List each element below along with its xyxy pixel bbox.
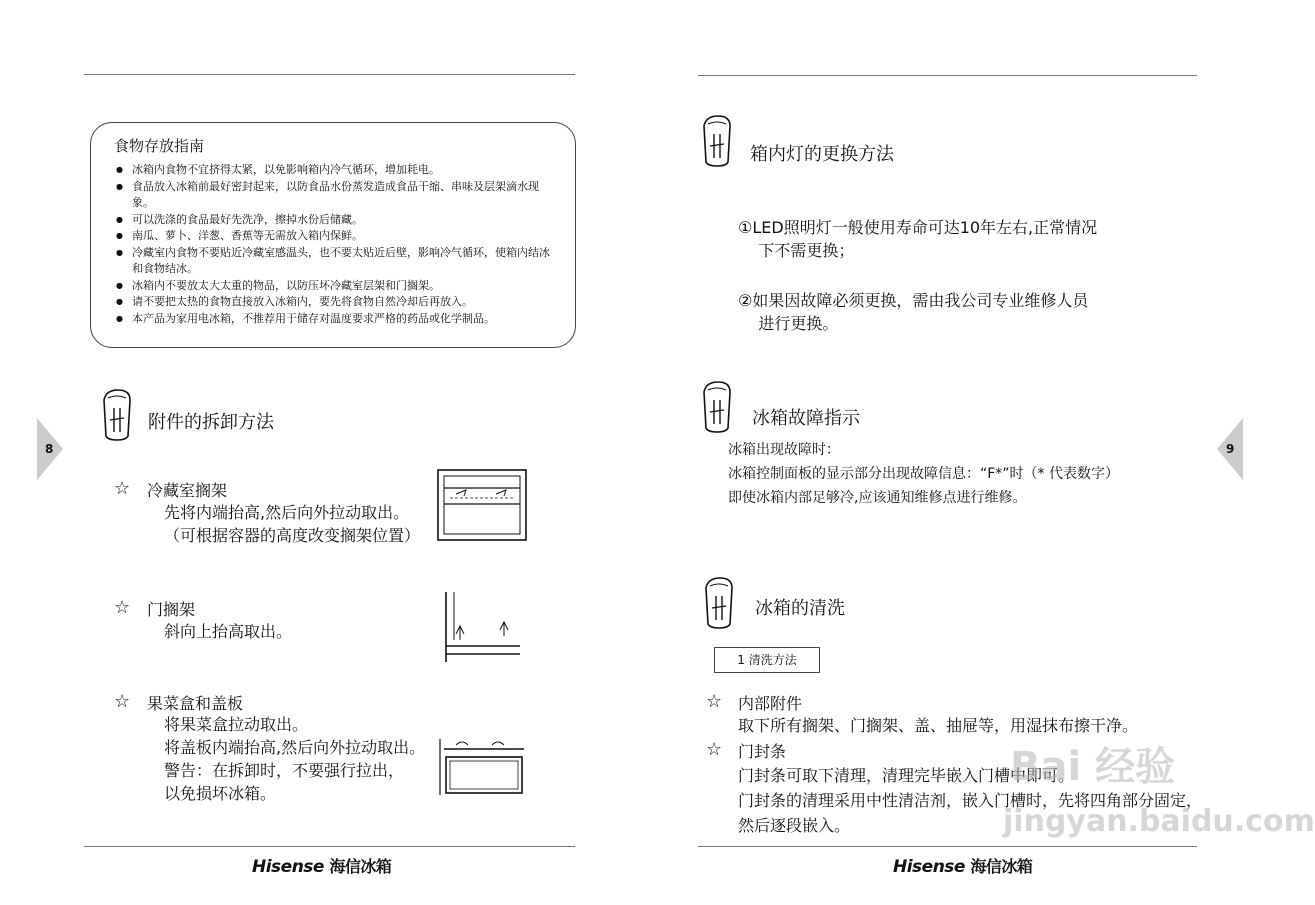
item-body: 先将内端抬高,然后向外拉动取出。 （可根据容器的高度改变搁架位置） [164, 503, 421, 545]
right-bottom-rule [698, 846, 1197, 847]
light-replacement-title: 箱内灯的更换方法 [750, 144, 894, 165]
fridge-icon [100, 388, 134, 442]
fridge-icon [702, 576, 736, 630]
door-shelf-illustration [442, 590, 522, 664]
star-icon: ☆ [114, 478, 131, 499]
crisper-illustration [436, 735, 528, 797]
star-icon: ☆ [706, 739, 723, 760]
list-item: ● 冰箱内食物不宜挤得太紧，以免影响箱内冷气循环，增加耗电。 [116, 162, 556, 179]
item-title: 果菜盒和盖板 [147, 694, 244, 713]
list-item: ● 食品放入冰箱前最好密封起来，以防食品水份蒸发造成食品干缩、串味及层架滴水现象。 [116, 179, 556, 212]
page-number-right: 9 [1226, 442, 1235, 456]
watermark-logo: Bai 经验 [1010, 744, 1176, 790]
item-body: 取下所有搁架、门搁架、盖、抽屉等，用湿抹布擦干净。 [738, 716, 1139, 735]
brand-logo [893, 854, 1032, 877]
food-guide-list [116, 162, 556, 327]
brand-en: Hisense [252, 857, 324, 877]
watermark-url: jingyan.baidu.com [1003, 804, 1315, 839]
brand-cn: 海信冰箱 [970, 857, 1033, 876]
light-paragraph-2: ②如果因故障必须更换，需由我公司专业维修人员 进行更换。 [738, 291, 1089, 333]
list-item: ● 冰箱内不要放太大太重的物品，以防压坏冷藏室层架和门搁架。 [116, 278, 556, 295]
food-guide-title: 食物存放指南 [114, 137, 205, 155]
brand-logo [252, 854, 391, 877]
accessory-removal-title: 附件的拆卸方法 [148, 412, 274, 433]
left-top-rule [84, 74, 575, 75]
item-body: 将果菜盒拉动取出。 将盖板内端抬高,然后向外拉动取出。 警告：在拆卸时，不要强行拉出， 以免损坏冰箱。 [164, 715, 426, 803]
brand-en: Hisense [893, 857, 965, 877]
light-paragraph-1: ①LED照明灯一般使用寿命可达10年左右,正常情况 下不需更换； [738, 218, 1098, 260]
item-title: 冷藏室搁架 [147, 481, 228, 500]
fault-body: 冰箱出现故障时： 冰箱控制面板的显示部分出现故障信息：“F*”时（* 代表数字） 即使冰箱内部足够冷,应该通知维修点进行维修。 [728, 442, 1120, 506]
cleaning-method-tag: 1 清洗方法 [714, 647, 820, 673]
right-top-rule [698, 75, 1197, 76]
cleaning-title: 冰箱的清洗 [755, 598, 845, 619]
item-body: 斜向上抬高取出。 [164, 622, 293, 641]
page-number-left: 8 [45, 442, 54, 456]
item-title: 门封条 [738, 742, 787, 761]
shelf-illustration [436, 468, 528, 542]
left-bottom-rule [84, 846, 575, 847]
fridge-icon [700, 114, 734, 168]
fault-indicator-title: 冰箱故障指示 [752, 408, 860, 429]
brand-cn: 海信冰箱 [329, 857, 392, 876]
star-icon: ☆ [114, 597, 131, 618]
fridge-icon [700, 380, 734, 434]
list-item: ● 南瓜、萝卜、洋葱、香蕉等无需放入箱内保鲜。 [116, 228, 556, 245]
list-item: ● 本产品为家用电冰箱，不推荐用于储存对温度要求严格的药品或化学制品。 [116, 311, 556, 328]
list-item: ● 请不要把太热的食物直接放入冰箱内，要先将食物自然冷却后再放入。 [116, 294, 556, 311]
list-item: ● 冷藏室内食物不要贴近冷藏室感温头，也不要太贴近后壁，影响冷气循环，使箱内结冰和食物结冰。 [116, 245, 556, 278]
star-icon: ☆ [114, 691, 131, 712]
item-title: 内部附件 [738, 694, 803, 713]
item-body: 门封条可取下清理，清理完毕嵌入门槽中即可。 门封条的清理采用中性清洁剂，嵌入门槽时，先将四角部分固定， 然后逐段嵌入。 [738, 766, 1203, 835]
star-icon: ☆ [706, 691, 723, 712]
item-title: 门搁架 [147, 600, 196, 619]
list-item: ● 可以洗涤的食品最好先洗净，擦掉水份后储藏。 [116, 212, 556, 229]
